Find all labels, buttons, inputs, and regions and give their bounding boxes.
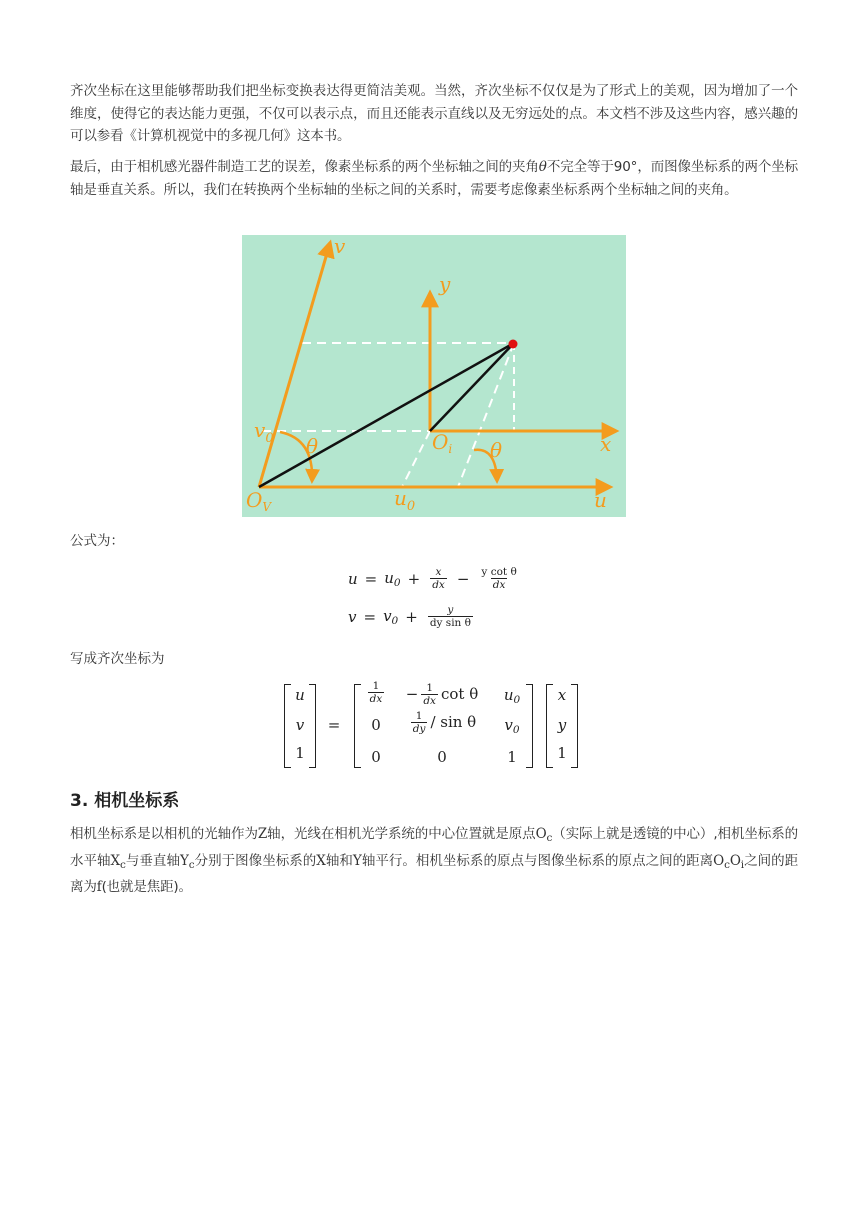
label-theta-1: θ (306, 434, 319, 458)
equation-u (348, 560, 522, 598)
eq2-lhs: v (348, 608, 357, 626)
matrix-equals: = (327, 716, 341, 734)
paragraph-homogeneous-intro: 齐次坐标在这里能够帮助我们把坐标变换表达得更简洁美观。当然，齐次坐标不仅仅是为了形式上的美观，因为增加了一个维度，使得它的表达能力更强，不仅可以表示点，而且还能表示直线以及无穷远处的点。本文档不涉及这些内容，感兴趣的可以参看《计算机视觉中的多视几何》这本书。 (70, 83, 798, 144)
homogeneous-label: 写成齐次坐标为 (70, 651, 165, 667)
lhs-bracket-left (284, 684, 291, 768)
eq1-lhs: u (348, 570, 358, 588)
m13: $u_0$ (503, 686, 521, 706)
m22: $\frac{1}{dy}$ / sin θ (412, 710, 477, 735)
m21: 0 (371, 716, 381, 734)
eq1-frac-2: $\frac{\text{y cot θ}}{dx}$ (481, 566, 517, 591)
label-oi: $O_i$ (432, 430, 453, 456)
eq1-minus: − (456, 570, 470, 588)
label-ov: $O_V$ (246, 488, 272, 514)
matrix-bracket-right (526, 684, 533, 768)
m11: $\frac{1}{dx}$ (369, 680, 383, 705)
rhs-bracket-left (546, 684, 553, 768)
lhs-one: 1 (295, 744, 305, 762)
lhs-u: u (295, 686, 305, 704)
label-u0: $u_0$ (394, 486, 416, 514)
label-theta-2: θ (490, 438, 503, 462)
eq2-v0: $v_0$ (383, 607, 399, 627)
coordinate-diagram (242, 235, 626, 517)
eq1-frac-1: $\frac{x}{dx}$ (432, 566, 445, 591)
eq1-u0: $u_0$ (384, 569, 401, 589)
matrix-equation (284, 680, 584, 772)
lhs-bracket-right (309, 684, 316, 768)
m32: 0 (437, 748, 447, 766)
target-point (509, 340, 518, 349)
m12: − $\frac{1}{dx}$ cot θ (405, 682, 479, 707)
label-u: u (594, 488, 607, 512)
p2-text-b: 不完全等于90°，而图像坐标系的两个坐标轴是垂直关系。所以，我们在转换两个坐标轴的坐标之间的关系时，需要考虑像素坐标系两个坐标轴之间的夹角。 (70, 159, 799, 198)
eq1-equals: = (364, 570, 378, 588)
label-v0: $v_0$ (254, 418, 274, 446)
eq2-plus: + (405, 608, 418, 626)
rhs-y: y (557, 716, 567, 734)
rhs-bracket-right (571, 684, 578, 768)
m33: 1 (507, 748, 517, 766)
equations-block (348, 560, 522, 636)
eq1-plus: + (407, 570, 421, 588)
rhs-one: 1 (557, 744, 567, 762)
matrix-bracket-left (354, 684, 361, 768)
theta-symbol: θ (538, 159, 547, 175)
diagram-background (242, 235, 626, 517)
p2-text-a: 最后，由于相机感光器件制造工艺的误差，像素坐标系的两个坐标轴之间的夹角 (70, 159, 539, 175)
eq2-frac-1: $\frac{y}{\text{dy sin θ}}$ (429, 604, 471, 629)
label-y: y (439, 272, 451, 296)
m31: 0 (371, 748, 381, 766)
equation-v (348, 598, 522, 636)
formula-label: 公式为： (70, 533, 124, 549)
m23: $v_0$ (504, 716, 520, 736)
section-title-camera-coords: 3. 相机坐标系 (70, 791, 180, 811)
label-v: v (334, 235, 346, 258)
paragraph-camera-coords: 相机坐标系是以相机的光轴作为Z轴，光线在相机光学系统的中心位置就是原点$O_c$（实际上就是透镜的中心）,相机坐标系的水平轴$X_c$与垂直轴$Y_c$分别于图像坐标系的X轴和Y轴平行。相机坐标系的原点与图像坐标系的原点之间的距离$O_cO_i$之间的距离为f(也就是焦距)。 (70, 826, 799, 895)
lhs-v: v (295, 716, 305, 734)
rhs-x: x (557, 686, 567, 704)
label-x: x (600, 432, 612, 456)
eq2-equals: = (363, 608, 377, 626)
paragraph-skew-angle (70, 156, 798, 201)
